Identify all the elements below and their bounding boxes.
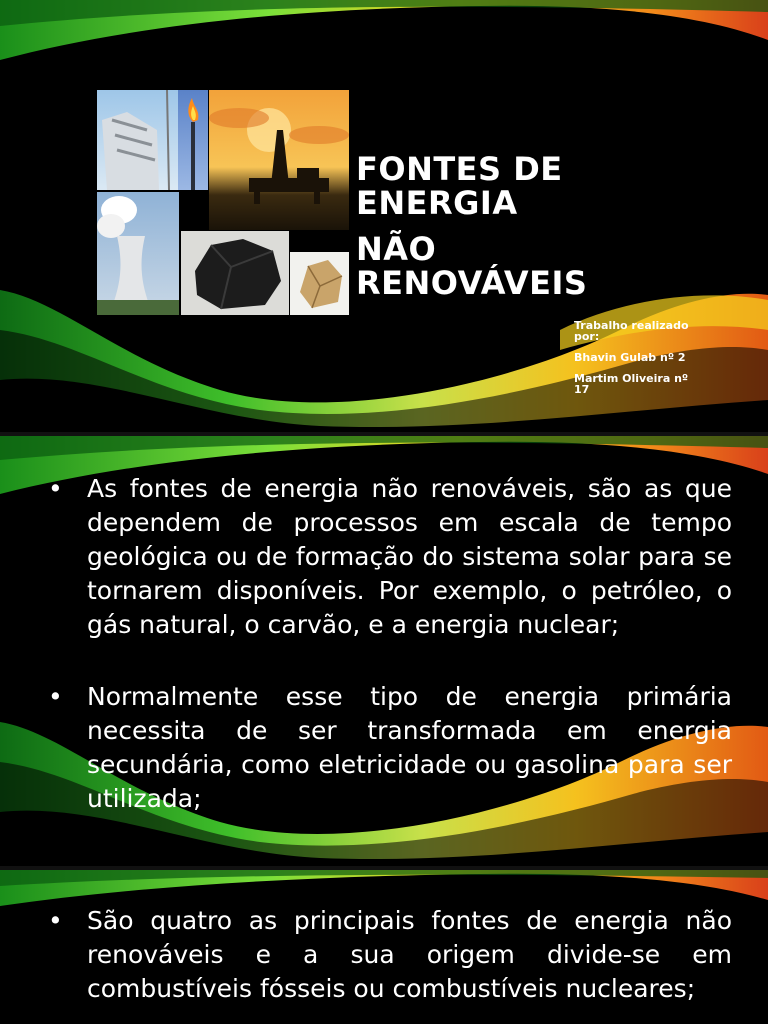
slide-title <box>356 152 616 300</box>
bullet-item <box>48 472 732 642</box>
coal-image <box>181 231 289 315</box>
gas-flare-image <box>178 90 208 190</box>
bullet-text: Normalmente esse tipo de energia primária necessita de ser transformada em energia secundária, como eletricidade ou gasolina para ser utilizada; <box>87 682 732 813</box>
content-slide-2 <box>0 870 768 1024</box>
bullet-list <box>48 904 732 1006</box>
content-slide-1 <box>0 436 768 866</box>
bullet-marker: • <box>48 906 63 935</box>
bullet-marker: • <box>48 474 63 503</box>
power-plant-image <box>97 90 178 190</box>
bullet-text: As fontes de energia não renováveis, são as que dependem de processos em escala de tempo geológica ou de formação do sistema solar para se tornarem disponíveis. Por exemplo, o petróleo, o gás natural, o carvão, e a energia nuclear; <box>87 474 732 639</box>
author-name: Bhavin Gulab nº 2 <box>574 351 686 364</box>
author-block <box>574 320 704 405</box>
title-line-1: FONTES DE ENERGIA <box>356 150 563 222</box>
bullet-text: São quatro as principais fontes de energia não renováveis e a sua origem divide-se em combustíveis fósseis ou combustíveis nucleares; <box>87 906 732 1003</box>
bullet-item <box>48 904 732 1006</box>
title-line-2: NÃO RENOVÁVEIS <box>356 230 588 302</box>
nuclear-cooling-tower-image <box>97 192 179 315</box>
bullet-marker: • <box>48 682 63 711</box>
oil-rig-image <box>209 90 349 230</box>
uranium-ore-image <box>290 252 349 315</box>
author-name: Martim Oliveira nº 17 <box>574 372 689 396</box>
bullet-list <box>48 472 732 816</box>
bullet-item <box>48 680 732 816</box>
author-heading: Trabalho realizado por: <box>574 319 689 343</box>
title-slide <box>0 0 768 432</box>
energy-photo-collage <box>97 90 349 315</box>
